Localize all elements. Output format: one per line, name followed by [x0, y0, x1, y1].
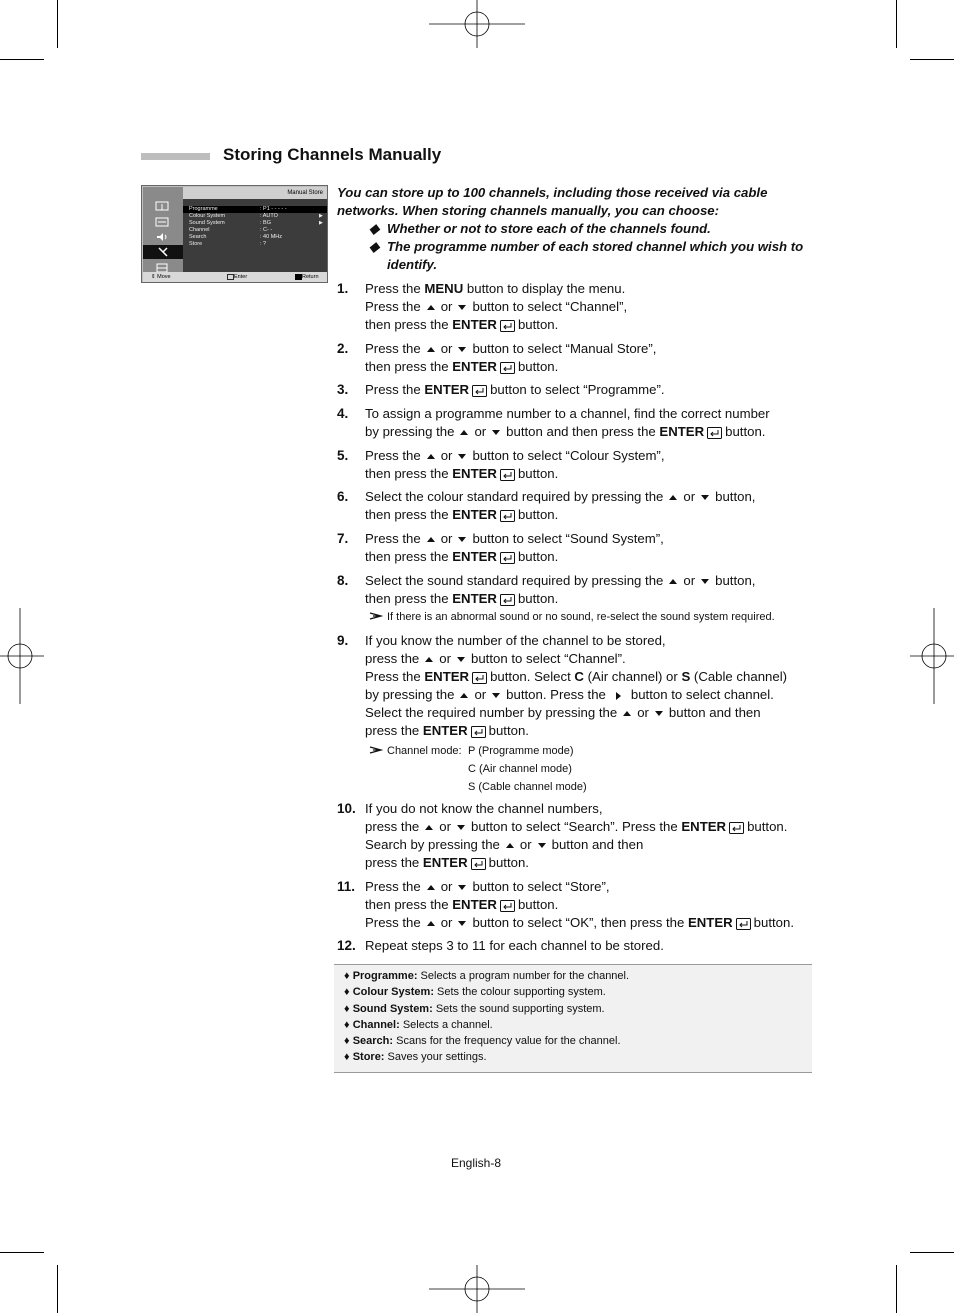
- step-text: Press the: [365, 448, 421, 463]
- enter-key-label: ENTER: [452, 359, 497, 374]
- title-bar-decoration: [141, 153, 210, 160]
- channel-icon: [143, 245, 183, 259]
- enter-key-label: ENTER: [452, 466, 497, 481]
- tv-menu-row: [183, 220, 327, 227]
- down-arrow-icon: [492, 693, 500, 698]
- step-text: button. Select: [490, 669, 571, 684]
- down-arrow-icon: [492, 430, 500, 435]
- page-number: English-8: [451, 1156, 502, 1170]
- step-text: then press the: [365, 359, 449, 374]
- step-number: 12.: [337, 938, 356, 953]
- enter-key-label: ENTER: [422, 855, 468, 870]
- enter-icon: [500, 552, 515, 564]
- enter-key-label: ENTER: [681, 819, 727, 834]
- step-number: 10.: [337, 801, 356, 816]
- step-text: or: [440, 879, 453, 894]
- crop-mark: [896, 0, 897, 48]
- step-number: 4.: [337, 406, 349, 421]
- info-box: [334, 964, 812, 1073]
- step-number: 2.: [337, 341, 349, 356]
- info-desc: Selects a channel.: [402, 1019, 493, 1031]
- enter-icon: [472, 385, 487, 397]
- down-arrow-icon: [458, 537, 466, 542]
- right-arrow-icon: [616, 692, 621, 700]
- note-text: S (Cable channel mode): [468, 781, 587, 793]
- intro-bullet-text: The programme number of each stored channel which you wish to identify.: [387, 239, 804, 272]
- enter-icon: [500, 594, 515, 606]
- note-text: If there is an abnormal sound or no sound, re-select the sound system required.: [387, 611, 775, 623]
- step-text: or: [474, 687, 487, 702]
- step-text: button to select “Store”,: [472, 879, 610, 894]
- return-icon: [295, 274, 302, 280]
- step-text: by pressing the: [365, 424, 455, 439]
- step-text: or: [439, 819, 451, 834]
- step-text: button to select “Colour System”,: [472, 448, 665, 463]
- info-item: [344, 984, 606, 1000]
- step-text: then press the: [365, 897, 449, 912]
- step-text: button and then: [551, 837, 644, 852]
- step-text: button. Press the: [506, 687, 606, 702]
- tv-menu-row-value: : 40 MHz: [260, 234, 283, 240]
- step-text: button.: [517, 359, 559, 374]
- step-text: button and then press the: [506, 424, 656, 439]
- air-channel-letter: C: [574, 669, 584, 684]
- tv-menu-row: [183, 234, 327, 241]
- step-text: button to select “Programme”.: [490, 382, 665, 397]
- up-arrow-icon: [460, 693, 468, 698]
- diamond-bullet-icon: ♦: [344, 1035, 350, 1047]
- step-text: button.: [517, 897, 559, 912]
- step-text: If you do not know the channel numbers,: [365, 801, 603, 816]
- step-text: Press the: [365, 915, 421, 930]
- crop-mark: [57, 1265, 58, 1313]
- enter-key-label: ENTER: [424, 382, 470, 397]
- crop-mark: [910, 1252, 954, 1253]
- menu-key-label: MENU: [424, 281, 464, 296]
- enter-icon: [500, 900, 515, 912]
- enter-key-label: ENTER: [452, 591, 497, 606]
- note-arrow-icon: [369, 611, 383, 621]
- diamond-bullet-icon: ♦: [344, 970, 350, 982]
- step-text: button to display the menu.: [466, 281, 626, 296]
- enter-key-label: ENTER: [452, 549, 497, 564]
- tv-menu-panel: [183, 187, 327, 272]
- down-arrow-icon: [655, 711, 663, 716]
- enter-icon: [472, 672, 487, 684]
- step-text: or: [440, 341, 453, 356]
- up-arrow-icon: [669, 579, 677, 584]
- step-text: then press the: [365, 591, 449, 606]
- tv-footer-return-label: Return: [302, 274, 319, 280]
- down-arrow-icon: [701, 495, 709, 500]
- tv-menu-screenshot: [141, 185, 328, 283]
- step-text: Select the required number by pressing the: [365, 705, 618, 720]
- up-arrow-icon: [427, 885, 435, 890]
- up-arrow-icon: [427, 454, 435, 459]
- info-term: Colour System:: [352, 986, 434, 998]
- info-item: [344, 1001, 605, 1017]
- info-term: Channel:: [352, 1019, 400, 1031]
- enter-icon: [227, 274, 234, 280]
- enter-icon: [471, 726, 486, 738]
- registration-mark-right: [910, 608, 954, 704]
- cable-channel-letter: S: [681, 669, 691, 684]
- step-text: Repeat steps 3 to 11 for each channel to be stored.: [365, 938, 664, 953]
- tv-footer-move: ⇕ Move: [151, 274, 171, 280]
- registration-mark-top: [429, 0, 525, 48]
- step-number: 1.: [337, 281, 349, 296]
- tv-menu-footer: [143, 272, 327, 282]
- step-number: 3.: [337, 382, 349, 397]
- enter-key-label: ENTER: [422, 723, 468, 738]
- note-text: Channel mode:: [387, 745, 462, 757]
- step-text: Press the: [365, 281, 421, 296]
- step-text: If you know the number of the channel to be stored,: [365, 633, 666, 648]
- down-arrow-icon: [458, 454, 466, 459]
- step-text: button.: [753, 915, 795, 930]
- step-text: or: [440, 448, 453, 463]
- step-number: 11.: [337, 879, 356, 894]
- diamond-bullet-icon: ◆: [369, 239, 380, 254]
- down-arrow-icon: [458, 921, 466, 926]
- chevron-right-icon: ▶: [319, 213, 323, 219]
- step-text: button.: [725, 424, 766, 439]
- info-term: Sound System:: [352, 1003, 433, 1015]
- step-text: button.: [517, 591, 559, 606]
- step-text: Select the sound standard required by pressing the: [365, 573, 664, 588]
- crop-mark: [0, 59, 44, 60]
- down-arrow-icon: [538, 843, 546, 848]
- up-arrow-icon: [427, 537, 435, 542]
- tv-menu-row: [183, 227, 327, 234]
- crop-mark: [896, 1265, 897, 1313]
- step-text: then press the: [365, 466, 449, 481]
- enter-key-label: ENTER: [452, 317, 497, 332]
- tv-menu-row-label: Store: [189, 241, 203, 247]
- enter-key-label: ENTER: [452, 507, 497, 522]
- enter-icon: [500, 510, 515, 522]
- step-text: button.: [488, 855, 529, 870]
- step-text: button,: [715, 573, 756, 588]
- step-text: or: [637, 705, 649, 720]
- step-text: or: [440, 299, 453, 314]
- step-text: Press the: [365, 382, 421, 397]
- step-text: button to select “Search”. Press the: [470, 819, 678, 834]
- step-number: 7.: [337, 531, 349, 546]
- registration-mark-bottom: [429, 1265, 525, 1313]
- step-text: button to select “Channel”.: [470, 651, 626, 666]
- step-text: press the: [365, 651, 420, 666]
- up-arrow-icon: [427, 305, 435, 310]
- tv-menu-row: [183, 241, 327, 248]
- step-text: button,: [715, 489, 756, 504]
- tv-menu-row-value: : ?: [260, 241, 267, 247]
- tv-menu-sidebar: [143, 187, 183, 272]
- up-arrow-icon: [669, 495, 677, 500]
- tv-menu-row-label: Colour System: [189, 213, 226, 219]
- info-desc: Selects a program number for the channel.: [420, 970, 630, 982]
- tv-menu-row-value: : BG: [260, 220, 272, 226]
- info-desc: Sets the colour supporting system.: [437, 986, 606, 998]
- up-arrow-icon: [425, 657, 433, 662]
- step-text: (Air channel) or: [587, 669, 678, 684]
- tv-menu-row-value: : AUTO: [260, 213, 278, 219]
- chevron-right-icon: ▶: [319, 220, 323, 226]
- tv-menu-row-label: Sound System: [189, 220, 225, 226]
- step-text: press the: [365, 855, 420, 870]
- tv-menu-row-label: Channel: [189, 227, 210, 233]
- step-text: then press the: [365, 507, 449, 522]
- step-text: button to select “Sound System”,: [472, 531, 664, 546]
- step-text: Press the: [365, 531, 421, 546]
- step-text: Press the: [365, 341, 421, 356]
- info-item: [344, 1017, 493, 1033]
- step-text: then press the: [365, 317, 449, 332]
- info-term: Store:: [352, 1051, 385, 1063]
- tv-menu-row-value: : P1 - - - - -: [260, 206, 287, 212]
- note-arrow-icon: [369, 745, 383, 755]
- step-number: 8.: [337, 573, 349, 588]
- enter-key-label: ENTER: [452, 897, 497, 912]
- tv-menu-row: [183, 206, 327, 213]
- enter-icon: [500, 320, 515, 332]
- step-text: press the: [365, 819, 420, 834]
- crop-mark: [0, 1252, 44, 1253]
- step-text: or: [440, 531, 453, 546]
- step-text: or: [683, 489, 696, 504]
- info-desc: Scans for the frequency value for the channel.: [396, 1035, 621, 1047]
- diamond-bullet-icon: ♦: [344, 1003, 350, 1015]
- input-icon: [155, 201, 169, 211]
- enter-key-label: ENTER: [659, 424, 705, 439]
- step-text: or: [439, 651, 451, 666]
- step-text: or: [519, 837, 532, 852]
- step-text: Press the: [365, 299, 421, 314]
- step-text: button to select “Channel”,: [472, 299, 628, 314]
- step-text: Press the: [365, 669, 421, 684]
- step-text: button to select “Manual Store”,: [472, 341, 657, 356]
- step-text: To assign a programme number to a channel, find the correct number: [365, 406, 770, 421]
- down-arrow-icon: [457, 825, 465, 830]
- intro-text: You can store up to 100 channels, including those received via cable networks. When storing channels manually, you can choose:: [337, 185, 768, 218]
- diamond-bullet-icon: ♦: [344, 1019, 350, 1031]
- up-arrow-icon: [506, 843, 514, 848]
- up-arrow-icon: [427, 347, 435, 352]
- crop-mark: [57, 0, 58, 48]
- enter-icon: [500, 469, 515, 481]
- step-text: Select the colour standard required by pressing the: [365, 489, 664, 504]
- enter-icon: [707, 427, 722, 439]
- step-number: 9.: [337, 633, 349, 648]
- crop-mark: [910, 59, 954, 60]
- up-arrow-icon: [427, 921, 435, 926]
- info-term: Programme:: [352, 970, 418, 982]
- step-text: or: [683, 573, 696, 588]
- down-arrow-icon: [701, 579, 709, 584]
- step-text: or: [474, 424, 487, 439]
- info-desc: Saves your settings.: [387, 1051, 487, 1063]
- tv-footer-return: [295, 272, 319, 282]
- down-arrow-icon: [458, 305, 466, 310]
- step-number: 5.: [337, 448, 349, 463]
- step-text: button.: [517, 317, 559, 332]
- tv-footer-enter: [227, 272, 248, 282]
- down-arrow-icon: [458, 885, 466, 890]
- up-arrow-icon: [460, 430, 468, 435]
- down-arrow-icon: [458, 347, 466, 352]
- step-text: button.: [747, 819, 788, 834]
- enter-key-label: ENTER: [687, 915, 733, 930]
- registration-mark-left: [0, 608, 44, 704]
- step-text: Search by pressing the: [365, 837, 500, 852]
- step-number: 6.: [337, 489, 349, 504]
- diamond-bullet-icon: ♦: [344, 986, 350, 998]
- step-text: or: [440, 915, 453, 930]
- info-item: [344, 968, 629, 984]
- diamond-bullet-icon: ◆: [369, 221, 380, 236]
- page-title: Storing Channels Manually: [223, 145, 442, 164]
- tv-menu-row-label: Search: [189, 234, 207, 240]
- diamond-bullet-icon: ♦: [344, 1051, 350, 1063]
- info-item: [344, 1033, 621, 1049]
- step-text: then press the: [365, 549, 449, 564]
- enter-icon: [471, 858, 486, 870]
- step-text: Press the: [365, 879, 421, 894]
- step-text: button to select “OK”, then press the: [472, 915, 685, 930]
- picture-icon: [155, 217, 169, 227]
- info-item: [344, 1049, 487, 1065]
- enter-icon: [729, 822, 744, 834]
- tv-footer-enter-label: Enter: [234, 274, 248, 280]
- step-text: button.: [517, 507, 559, 522]
- step-text: by pressing the: [365, 687, 455, 702]
- tv-menu-row-value: : C- -: [260, 227, 273, 233]
- note-text: P (Programme mode): [468, 745, 574, 757]
- step-text: (Cable channel): [693, 669, 788, 684]
- tv-menu-row: [183, 213, 327, 220]
- up-arrow-icon: [425, 825, 433, 830]
- sound-icon: [155, 232, 169, 242]
- enter-key-label: ENTER: [424, 669, 470, 684]
- intro-bullet-text: Whether or not to store each of the channels found.: [387, 221, 711, 236]
- up-arrow-icon: [623, 711, 631, 716]
- tv-menu-header: Manual Store: [183, 187, 327, 199]
- step-text: button.: [517, 549, 559, 564]
- tv-menu-row-label: Programme: [189, 206, 218, 212]
- step-text: button.: [517, 466, 559, 481]
- enter-icon: [736, 918, 751, 930]
- step-text: button.: [488, 723, 529, 738]
- step-text: button and then: [668, 705, 761, 720]
- enter-icon: [500, 362, 515, 374]
- info-term: Search:: [352, 1035, 394, 1047]
- down-arrow-icon: [457, 657, 465, 662]
- note-text: C (Air channel mode): [468, 763, 572, 775]
- step-text: button to select channel.: [630, 687, 774, 702]
- step-text: press the: [365, 723, 420, 738]
- info-desc: Sets the sound supporting system.: [435, 1003, 605, 1015]
